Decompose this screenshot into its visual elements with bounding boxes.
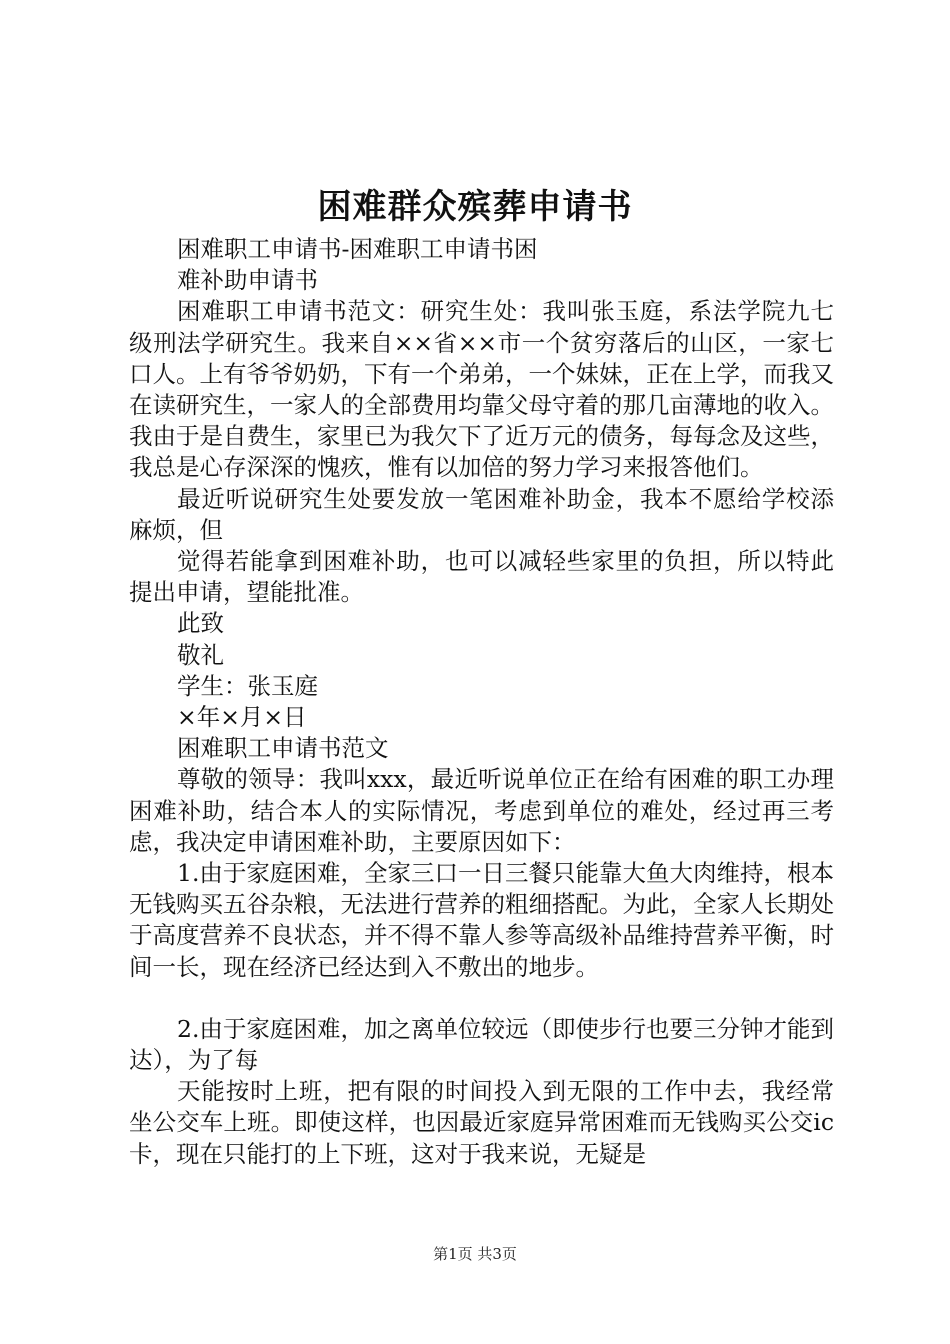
signature-line: 学生：张玉庭 <box>177 671 318 700</box>
paragraph: 觉得若能拿到困难补助，也可以减轻些家里的负担，所以特此提出申请，望能批准。 <box>129 547 834 607</box>
document-body <box>129 234 834 1170</box>
paragraph: 困难职工申请书-困难职工申请书困 <box>177 235 538 263</box>
paragraph: 天能按时上班，把有限的时间投入到无限的工作中去，我经常坐公交车上班。即使这样，也因最近家庭异常困难而无钱购买公交ic卡，现在只能打的上下班，这对于我来说，无疑是 <box>129 1077 834 1168</box>
paragraph: 1.由于家庭困难，全家三口一日三餐只能靠大鱼大肉维持，根本无钱购买五谷杂粮，无法进行营养的粗细搭配。为此，全家人长期处于高度营养不良状态，并不得不靠人参等高级补品维持营养平衡，时间一长，现在经济已经达到入不敷出的地步。 <box>129 859 834 981</box>
closing-salutation: 此致 <box>177 609 224 638</box>
paragraph: 最近听说研究生处要发放一笔困难补助金，我本不愿给学校添麻烦，但 <box>129 484 834 544</box>
paragraph: 困难职工申请书范文：研究生处：我叫张玉庭，系法学院九七级刑法学研究生。我来自××省××市一个贫穷落后的山区，一家七口人。上有爷爷奶奶，下有一个弟弟，一个妹妹，正在上学，而我又在读研究生，一家人的全部费用均靠父母守着的那几亩薄地的收入。我由于是自费生，家里已为我欠下了近万元的债务，每每念及这些，我总是心存深深的愧疚，惟有以加倍的努力学习来报答他们。 <box>129 297 834 482</box>
paragraph: 2.由于家庭困难，加之离单位较远（即使步行也要三分钟才能到达），为了每 <box>129 1014 834 1075</box>
section-heading: 困难职工申请书范文 <box>177 734 389 763</box>
page-footer: 第1页 共3页 <box>433 1245 517 1263</box>
paragraph: 尊敬的领导：我叫xxx，最近听说单位正在给有困难的职工办理困难补助，结合本人的实际情况，考虑到单位的难处，经过再三考虑，我决定申请困难补助，主要原因如下： <box>129 765 834 856</box>
document-title: 困难群众殡葬申请书 <box>317 187 633 227</box>
closing-salutation: 敬礼 <box>177 640 224 669</box>
paragraph: 难补助申请书 <box>177 266 318 295</box>
date-line: ×年×月×日 <box>177 703 307 732</box>
